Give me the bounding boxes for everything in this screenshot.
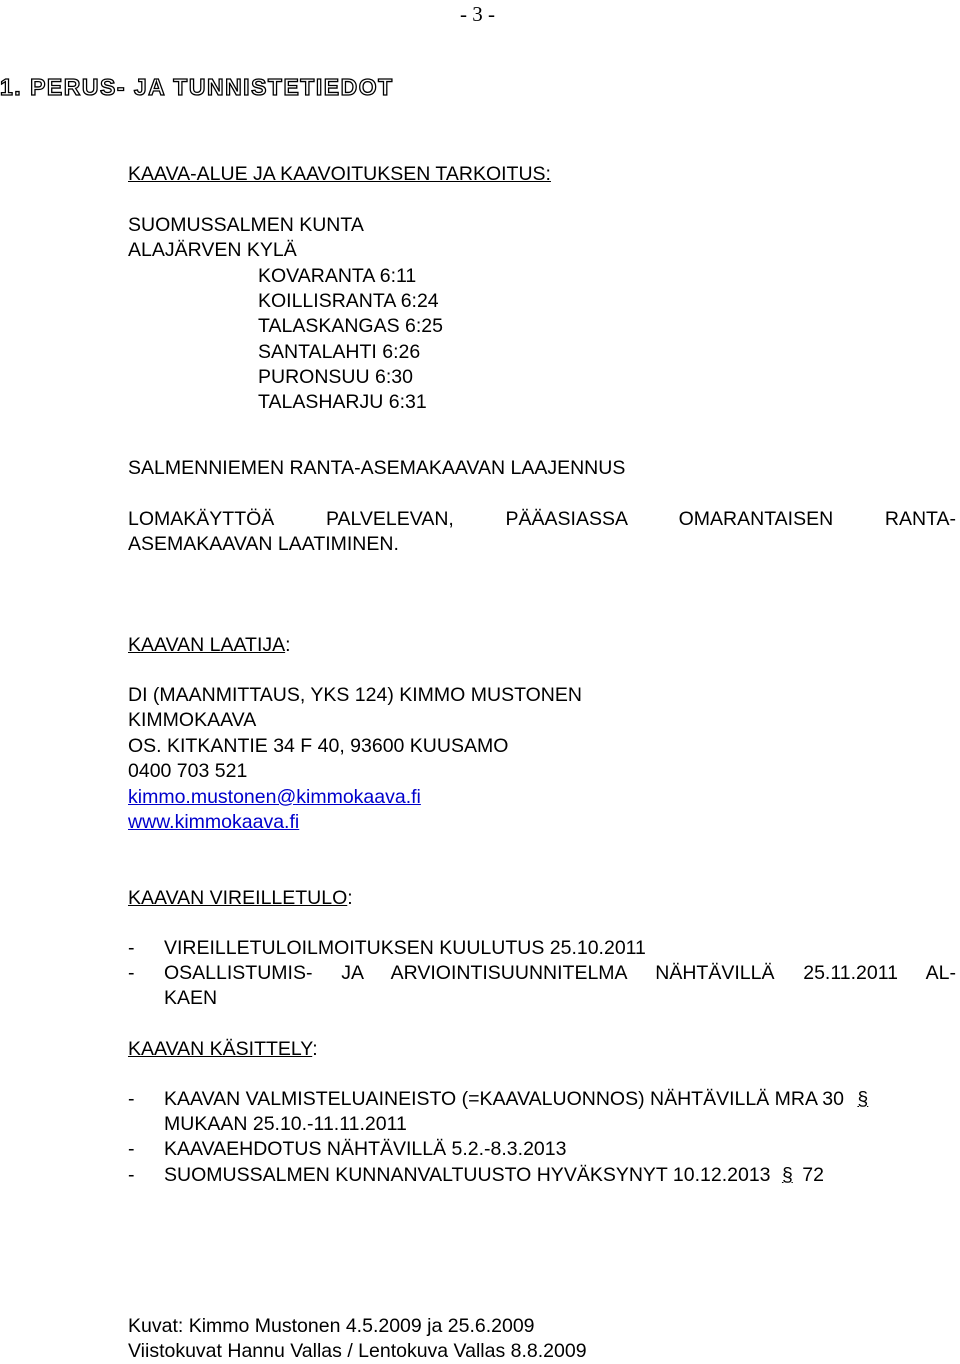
purpose-line-2: ASEMAKAAVAN LAATIMINEN. xyxy=(128,533,399,555)
list-dash: - xyxy=(128,1164,135,1186)
author-company: KIMMOKAAVA xyxy=(128,709,257,731)
processing-item-1-text: KAAVAN VALMISTELUAINEISTO (=KAAVALUONNOS) NÄHTÄVILLÄ MRA 30 xyxy=(164,1088,844,1110)
processing-title-row xyxy=(128,1037,318,1062)
processing-title: KAAVAN KÄSITTELY xyxy=(128,1038,313,1060)
initiation-item-2-line-1: OSALLISTUMIS- JA ARVIOINTISUUNNITELMA NÄHTÄVILLÄ 25.11.2011 AL- xyxy=(164,962,956,984)
photo-credits: Kuvat: Kimmo Mustonen 4.5.2009 ja 25.6.2009 xyxy=(128,1315,535,1337)
processing-item-2: KAAVAEHDOTUS NÄHTÄVILLÄ 5.2.-8.3.2013 xyxy=(164,1138,567,1160)
processing-item-1-line-2: MUKAAN 25.10.-11.11.2011 xyxy=(164,1113,407,1135)
property-item: TALASHARJU 6:31 xyxy=(258,391,427,413)
list-dash: - xyxy=(128,962,135,984)
property-item: PURONSUU 6:30 xyxy=(258,366,413,388)
author-name: DI (MAANMITTAUS, YKS 124) KIMMO MUSTONEN xyxy=(128,684,582,706)
section-heading: 1. PERUS- JA TUNNISTETIEDOT xyxy=(0,74,394,100)
author-address: OS. KITKANTIE 34 F 40, 93600 KUUSAMO xyxy=(128,735,509,757)
village: ALAJÄRVEN KYLÄ xyxy=(128,239,297,261)
processing-item-1-line-1 xyxy=(164,1087,868,1112)
plan-name: SALMENNIEMEN RANTA-ASEMAKAAVAN LAAJENNUS xyxy=(128,457,626,479)
author-title-colon: : xyxy=(285,634,291,656)
list-dash: - xyxy=(128,1088,135,1110)
property-item: KOVARANTA 6:11 xyxy=(258,265,417,287)
purpose-line-1: LOMAKÄYTTÖÄ PALVELEVAN, PÄÄASIASSA OMARANTAISEN RANTA- xyxy=(128,508,956,530)
property-item: KOILLISRANTA 6:24 xyxy=(258,290,439,312)
author-title: KAAVAN LAATIJA xyxy=(128,634,286,656)
property-item: SANTALAHTI 6:26 xyxy=(258,341,421,363)
initiation-title-row xyxy=(128,886,353,911)
author-email-link[interactable]: kimmo.mustonen@kimmokaava.fi xyxy=(128,786,421,808)
initiation-title-colon: : xyxy=(347,887,353,909)
processing-item-3-text: SUOMUSSALMEN KUNNANVALTUUSTO HYVÄKSYNYT 10.12.2013 xyxy=(164,1164,771,1186)
plan-area-title: KAAVA-ALUE JA KAAVOITUKSEN TARKOITUS: xyxy=(128,163,551,185)
page-number: - 3 - xyxy=(460,2,495,26)
author-title-row xyxy=(128,633,291,658)
processing-title-colon: : xyxy=(312,1038,318,1060)
author-phone: 0400 703 521 xyxy=(128,760,248,782)
section-sign: § xyxy=(781,1164,793,1186)
list-dash: - xyxy=(128,937,135,959)
municipality: SUOMUSSALMEN KUNTA xyxy=(128,214,364,236)
author-website-link[interactable]: www.kimmokaava.fi xyxy=(128,811,300,833)
processing-item-3 xyxy=(164,1163,824,1188)
aerial-photo-credits: Viistokuvat Hannu Vallas / Lentokuva Vallas 8.8.2009 xyxy=(128,1340,587,1362)
processing-item-3-number: 72 xyxy=(802,1164,824,1186)
list-dash: - xyxy=(128,1138,135,1160)
initiation-title: KAAVAN VIREILLETULO xyxy=(128,887,348,909)
initiation-item-2-line-2: KAEN xyxy=(164,987,218,1009)
initiation-item-1: VIREILLETULOILMOITUKSEN KUULUTUS 25.10.2011 xyxy=(164,937,646,959)
section-sign: § xyxy=(857,1088,869,1110)
property-item: TALASKANGAS 6:25 xyxy=(258,315,443,337)
